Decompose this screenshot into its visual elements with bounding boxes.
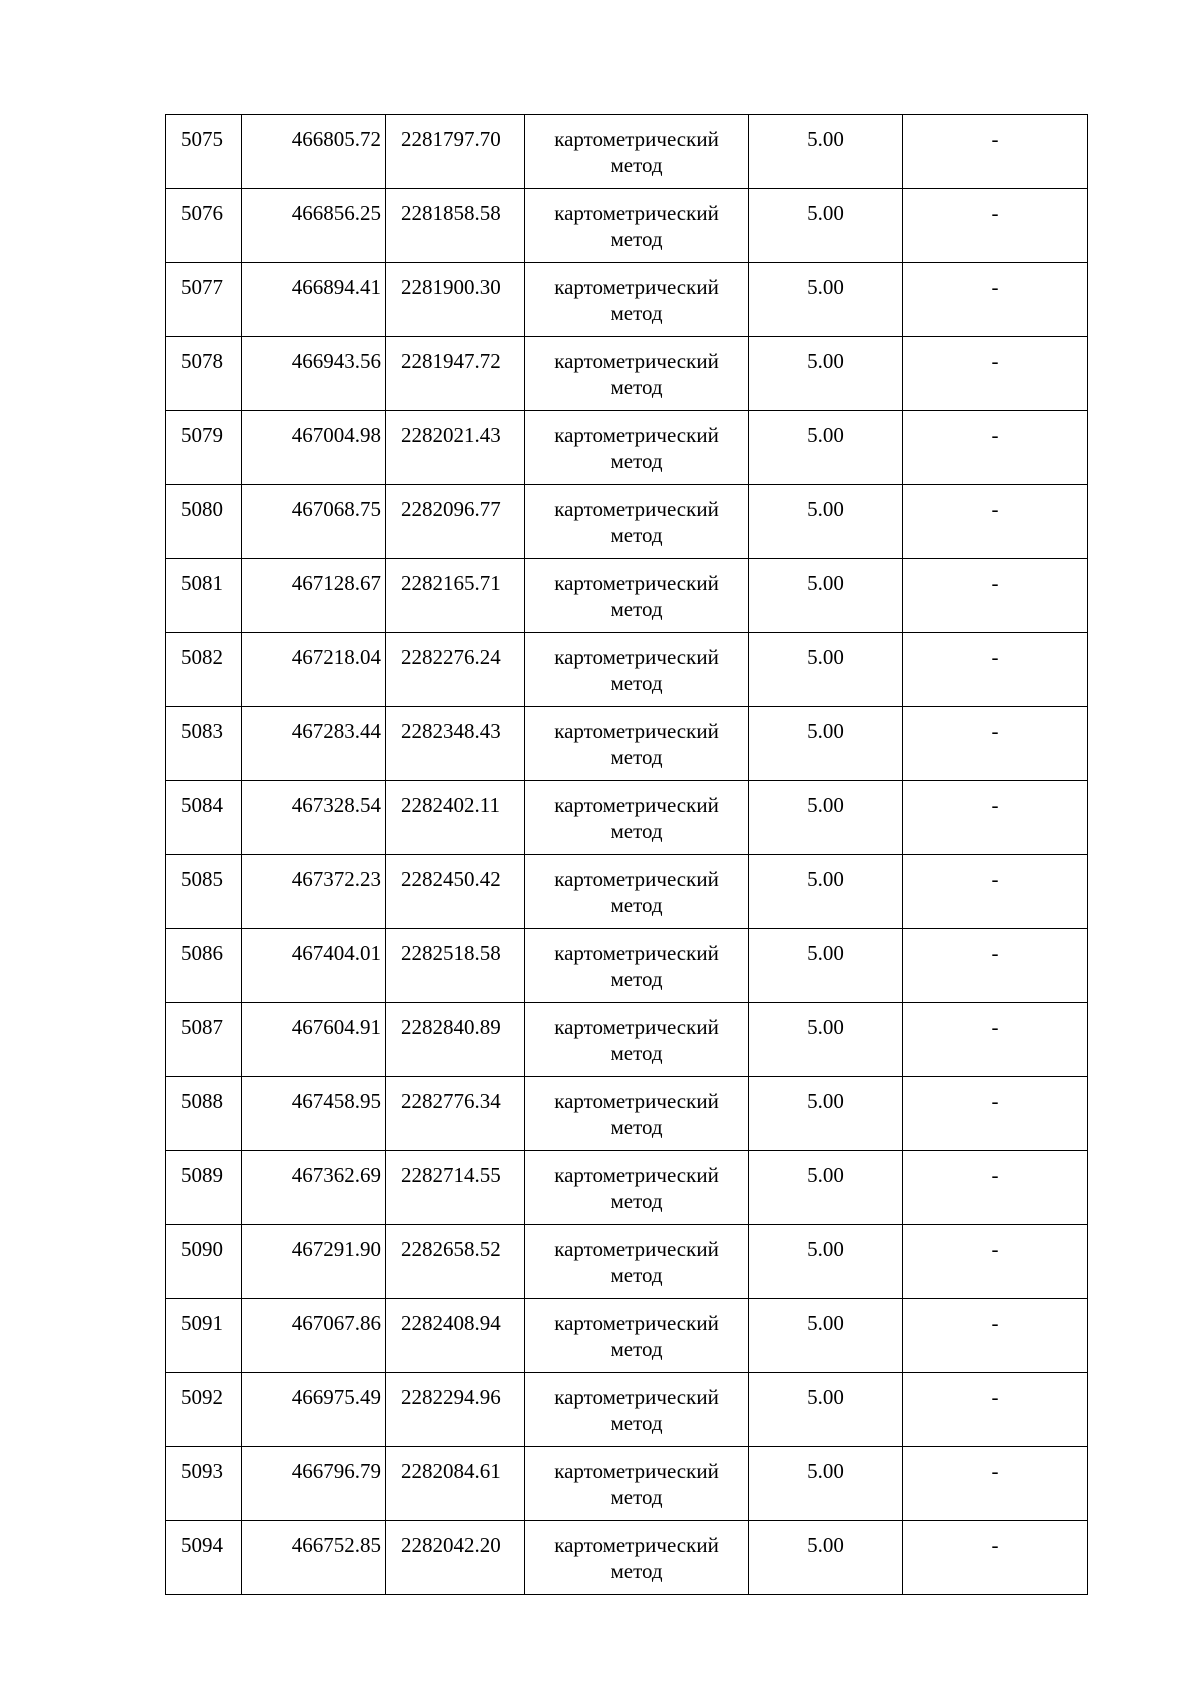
error-cell [749, 559, 903, 633]
coordinates-table-body [166, 115, 1088, 1595]
description-text: - [991, 275, 999, 299]
y-coordinate-text: 2282276.24 [401, 645, 501, 669]
x-coordinate-cell [242, 411, 386, 485]
method-text: картометрический [554, 1459, 719, 1483]
x-coordinate-cell [242, 485, 386, 559]
description-cell [903, 485, 1088, 559]
method-text: картометрический [554, 201, 719, 225]
method-text: метод [610, 1485, 663, 1509]
description-cell [903, 707, 1088, 781]
y-coordinate-cell [386, 1151, 525, 1225]
description-cell [903, 633, 1088, 707]
x-coordinate-text: 466943.56 [291, 349, 381, 373]
point-number-text: 5083 [181, 719, 223, 743]
method-cell [525, 263, 749, 337]
point-number-text: 5079 [181, 423, 223, 447]
x-coordinate-text: 467328.54 [291, 793, 381, 817]
x-coordinate-cell [242, 855, 386, 929]
method-cell [525, 411, 749, 485]
y-coordinate-cell [386, 781, 525, 855]
method-text: картометрический [554, 645, 719, 669]
method-text: картометрический [554, 1385, 719, 1409]
description-text: - [991, 941, 999, 965]
method-text: метод [610, 1041, 663, 1065]
y-coordinate-text: 2282776.34 [401, 1089, 501, 1113]
description-cell [903, 1225, 1088, 1299]
method-text: метод [610, 1337, 663, 1361]
method-text: метод [610, 967, 663, 991]
method-cell [525, 1299, 749, 1373]
x-coordinate-text: 467218.04 [291, 645, 381, 669]
error-text: 5.00 [807, 867, 844, 891]
error-text: 5.00 [807, 1385, 844, 1409]
table-row [166, 929, 1088, 1003]
error-cell [749, 263, 903, 337]
x-coordinate-cell [242, 633, 386, 707]
method-text: картометрический [554, 1015, 719, 1039]
description-cell [903, 559, 1088, 633]
y-coordinate-text: 2282402.11 [401, 793, 500, 817]
x-coordinate-text: 466752.85 [291, 1533, 381, 1557]
description-cell [903, 1521, 1088, 1595]
method-text: картометрический [554, 349, 719, 373]
x-coordinate-cell [242, 781, 386, 855]
description-text: - [991, 1311, 999, 1335]
table-row [166, 337, 1088, 411]
y-coordinate-cell [386, 1521, 525, 1595]
error-text: 5.00 [807, 201, 844, 225]
y-coordinate-cell [386, 1225, 525, 1299]
table-row [166, 1003, 1088, 1077]
description-text: - [991, 793, 999, 817]
error-cell [749, 189, 903, 263]
method-cell [525, 485, 749, 559]
description-cell [903, 263, 1088, 337]
x-coordinate-cell [242, 1225, 386, 1299]
x-coordinate-text: 467604.91 [291, 1015, 381, 1039]
point-number-cell [166, 1003, 242, 1077]
y-coordinate-cell [386, 559, 525, 633]
description-text: - [991, 1237, 999, 1261]
point-number-text: 5077 [181, 275, 223, 299]
x-coordinate-cell [242, 1521, 386, 1595]
table-row [166, 1521, 1088, 1595]
method-text: картометрический [554, 1163, 719, 1187]
method-text: картометрический [554, 793, 719, 817]
table-row [166, 1077, 1088, 1151]
description-text: - [991, 1385, 999, 1409]
y-coordinate-text: 2282165.71 [401, 571, 501, 595]
point-number-cell [166, 1225, 242, 1299]
table-row [166, 263, 1088, 337]
description-text: - [991, 497, 999, 521]
error-cell [749, 1521, 903, 1595]
point-number-text: 5085 [181, 867, 223, 891]
y-coordinate-text: 2282096.77 [401, 497, 501, 521]
error-text: 5.00 [807, 127, 844, 151]
error-cell [749, 115, 903, 189]
description-text: - [991, 867, 999, 891]
y-coordinate-text: 2281947.72 [401, 349, 501, 373]
description-cell [903, 189, 1088, 263]
y-coordinate-text: 2282840.89 [401, 1015, 501, 1039]
point-number-cell [166, 1077, 242, 1151]
table-row [166, 559, 1088, 633]
error-cell [749, 485, 903, 559]
x-coordinate-cell [242, 115, 386, 189]
error-cell [749, 1077, 903, 1151]
method-text: метод [610, 227, 663, 251]
error-text: 5.00 [807, 793, 844, 817]
method-cell [525, 115, 749, 189]
method-text: метод [610, 449, 663, 473]
y-coordinate-cell [386, 633, 525, 707]
error-text: 5.00 [807, 1459, 844, 1483]
y-coordinate-cell [386, 1299, 525, 1373]
table-row [166, 1373, 1088, 1447]
y-coordinate-text: 2282714.55 [401, 1163, 501, 1187]
point-number-text: 5087 [181, 1015, 223, 1039]
y-coordinate-text: 2282021.43 [401, 423, 501, 447]
description-text: - [991, 719, 999, 743]
point-number-text: 5076 [181, 201, 223, 225]
method-text: метод [610, 523, 663, 547]
x-coordinate-cell [242, 1151, 386, 1225]
error-text: 5.00 [807, 1237, 844, 1261]
description-text: - [991, 1015, 999, 1039]
point-number-text: 5075 [181, 127, 223, 151]
method-text: картометрический [554, 941, 719, 965]
x-coordinate-text: 466805.72 [291, 127, 381, 151]
x-coordinate-text: 467372.23 [291, 867, 381, 891]
point-number-cell [166, 189, 242, 263]
error-cell [749, 411, 903, 485]
method-text: картометрический [554, 867, 719, 891]
description-text: - [991, 1533, 999, 1557]
method-cell [525, 1225, 749, 1299]
y-coordinate-text: 2281858.58 [401, 201, 501, 225]
method-text: метод [610, 1263, 663, 1287]
description-cell [903, 1151, 1088, 1225]
method-cell [525, 707, 749, 781]
description-cell [903, 781, 1088, 855]
error-text: 5.00 [807, 497, 844, 521]
description-cell [903, 855, 1088, 929]
x-coordinate-text: 467362.69 [291, 1163, 381, 1187]
x-coordinate-text: 467068.75 [291, 497, 381, 521]
method-cell [525, 855, 749, 929]
description-text: - [991, 1459, 999, 1483]
point-number-text: 5080 [181, 497, 223, 521]
y-coordinate-cell [386, 707, 525, 781]
method-text: картометрический [554, 275, 719, 299]
table-row [166, 1151, 1088, 1225]
point-number-text: 5094 [181, 1533, 223, 1557]
y-coordinate-text: 2282450.42 [401, 867, 501, 891]
error-cell [749, 929, 903, 1003]
error-cell [749, 1225, 903, 1299]
point-number-cell [166, 1299, 242, 1373]
x-coordinate-text: 467067.86 [291, 1311, 381, 1335]
description-text: - [991, 349, 999, 373]
point-number-cell [166, 559, 242, 633]
point-number-text: 5086 [181, 941, 223, 965]
point-number-cell [166, 929, 242, 1003]
description-cell [903, 1447, 1088, 1521]
y-coordinate-cell [386, 929, 525, 1003]
error-text: 5.00 [807, 719, 844, 743]
method-text: картометрический [554, 423, 719, 447]
coordinates-table [165, 114, 1088, 1595]
table-row [166, 1447, 1088, 1521]
y-coordinate-cell [386, 263, 525, 337]
error-cell [749, 855, 903, 929]
point-number-text: 5082 [181, 645, 223, 669]
x-coordinate-text: 466894.41 [291, 275, 381, 299]
x-coordinate-cell [242, 189, 386, 263]
error-text: 5.00 [807, 1311, 844, 1335]
error-cell [749, 1151, 903, 1225]
x-coordinate-text: 466856.25 [291, 201, 381, 225]
method-cell [525, 1151, 749, 1225]
method-cell [525, 929, 749, 1003]
y-coordinate-cell [386, 411, 525, 485]
x-coordinate-cell [242, 1003, 386, 1077]
point-number-cell [166, 1447, 242, 1521]
method-cell [525, 633, 749, 707]
error-cell [749, 707, 903, 781]
method-text: метод [610, 597, 663, 621]
point-number-cell [166, 411, 242, 485]
description-cell [903, 115, 1088, 189]
point-number-cell [166, 707, 242, 781]
error-cell [749, 633, 903, 707]
method-cell [525, 1077, 749, 1151]
error-text: 5.00 [807, 349, 844, 373]
method-text: метод [610, 153, 663, 177]
y-coordinate-cell [386, 1447, 525, 1521]
description-text: - [991, 1089, 999, 1113]
method-cell [525, 1373, 749, 1447]
error-text: 5.00 [807, 1089, 844, 1113]
description-cell [903, 411, 1088, 485]
method-text: картометрический [554, 719, 719, 743]
method-text: метод [610, 375, 663, 399]
method-text: метод [610, 1559, 663, 1583]
method-text: метод [610, 819, 663, 843]
y-coordinate-cell [386, 189, 525, 263]
description-cell [903, 337, 1088, 411]
description-text: - [991, 571, 999, 595]
x-coordinate-text: 467004.98 [291, 423, 381, 447]
error-text: 5.00 [807, 275, 844, 299]
table-row [166, 1225, 1088, 1299]
method-cell [525, 189, 749, 263]
y-coordinate-text: 2281797.70 [401, 127, 501, 151]
description-text: - [991, 127, 999, 151]
table-row [166, 1299, 1088, 1373]
description-cell [903, 1373, 1088, 1447]
description-cell [903, 1003, 1088, 1077]
point-number-text: 5078 [181, 349, 223, 373]
method-cell [525, 337, 749, 411]
method-cell [525, 1447, 749, 1521]
y-coordinate-text: 2282658.52 [401, 1237, 501, 1261]
description-cell [903, 1299, 1088, 1373]
table-row [166, 189, 1088, 263]
error-text: 5.00 [807, 571, 844, 595]
error-cell [749, 781, 903, 855]
point-number-cell [166, 855, 242, 929]
table-row [166, 707, 1088, 781]
method-text: картометрический [554, 571, 719, 595]
description-cell [903, 929, 1088, 1003]
y-coordinate-cell [386, 115, 525, 189]
y-coordinate-text: 2282348.43 [401, 719, 501, 743]
method-text: картометрический [554, 1311, 719, 1335]
method-text: метод [610, 1115, 663, 1139]
point-number-text: 5084 [181, 793, 223, 817]
x-coordinate-text: 467291.90 [291, 1237, 381, 1261]
point-number-cell [166, 485, 242, 559]
error-text: 5.00 [807, 1533, 844, 1557]
error-cell [749, 1373, 903, 1447]
description-text: - [991, 1163, 999, 1187]
description-text: - [991, 201, 999, 225]
table-row [166, 485, 1088, 559]
point-number-text: 5092 [181, 1385, 223, 1409]
method-text: метод [610, 893, 663, 917]
point-number-text: 5088 [181, 1089, 223, 1113]
method-cell [525, 1521, 749, 1595]
method-text: картометрический [554, 1089, 719, 1113]
method-text: метод [610, 301, 663, 325]
x-coordinate-cell [242, 1447, 386, 1521]
y-coordinate-cell [386, 1077, 525, 1151]
method-cell [525, 781, 749, 855]
x-coordinate-text: 467458.95 [291, 1089, 381, 1113]
table-row [166, 411, 1088, 485]
error-cell [749, 1447, 903, 1521]
y-coordinate-text: 2282408.94 [401, 1311, 501, 1335]
x-coordinate-text: 467128.67 [291, 571, 381, 595]
y-coordinate-text: 2282518.58 [401, 941, 501, 965]
error-cell [749, 1299, 903, 1373]
y-coordinate-text: 2281900.30 [401, 275, 501, 299]
x-coordinate-text: 467283.44 [291, 719, 381, 743]
error-text: 5.00 [807, 423, 844, 447]
y-coordinate-text: 2282294.96 [401, 1385, 501, 1409]
method-text: картометрический [554, 1237, 719, 1261]
table-row [166, 633, 1088, 707]
y-coordinate-cell [386, 855, 525, 929]
point-number-text: 5091 [181, 1311, 223, 1335]
method-text: картометрический [554, 127, 719, 151]
description-cell [903, 1077, 1088, 1151]
y-coordinate-cell [386, 337, 525, 411]
x-coordinate-text: 466975.49 [291, 1385, 381, 1409]
point-number-cell [166, 1373, 242, 1447]
error-cell [749, 1003, 903, 1077]
point-number-cell [166, 337, 242, 411]
error-text: 5.00 [807, 1163, 844, 1187]
description-text: - [991, 645, 999, 669]
point-number-cell [166, 1521, 242, 1595]
y-coordinate-cell [386, 485, 525, 559]
x-coordinate-cell [242, 559, 386, 633]
table-row [166, 781, 1088, 855]
x-coordinate-cell [242, 707, 386, 781]
point-number-cell [166, 781, 242, 855]
error-text: 5.00 [807, 1015, 844, 1039]
y-coordinate-cell [386, 1373, 525, 1447]
point-number-cell [166, 263, 242, 337]
y-coordinate-cell [386, 1003, 525, 1077]
x-coordinate-cell [242, 337, 386, 411]
point-number-cell [166, 1151, 242, 1225]
method-text: метод [610, 1411, 663, 1435]
method-text: метод [610, 1189, 663, 1213]
x-coordinate-cell [242, 263, 386, 337]
y-coordinate-text: 2282084.61 [401, 1459, 501, 1483]
method-text: метод [610, 671, 663, 695]
x-coordinate-cell [242, 1373, 386, 1447]
x-coordinate-cell [242, 1077, 386, 1151]
point-number-text: 5090 [181, 1237, 223, 1261]
table-row [166, 115, 1088, 189]
x-coordinate-text: 467404.01 [291, 941, 381, 965]
error-cell [749, 337, 903, 411]
x-coordinate-cell [242, 929, 386, 1003]
x-coordinate-text: 466796.79 [291, 1459, 381, 1483]
y-coordinate-text: 2282042.20 [401, 1533, 501, 1557]
method-cell [525, 559, 749, 633]
method-text: метод [610, 745, 663, 769]
error-text: 5.00 [807, 645, 844, 669]
description-text: - [991, 423, 999, 447]
point-number-cell [166, 633, 242, 707]
point-number-text: 5081 [181, 571, 223, 595]
point-number-text: 5093 [181, 1459, 223, 1483]
method-text: картометрический [554, 497, 719, 521]
method-text: картометрический [554, 1533, 719, 1557]
error-text: 5.00 [807, 941, 844, 965]
x-coordinate-cell [242, 1299, 386, 1373]
method-cell [525, 1003, 749, 1077]
point-number-text: 5089 [181, 1163, 223, 1187]
table-row [166, 855, 1088, 929]
point-number-cell [166, 115, 242, 189]
